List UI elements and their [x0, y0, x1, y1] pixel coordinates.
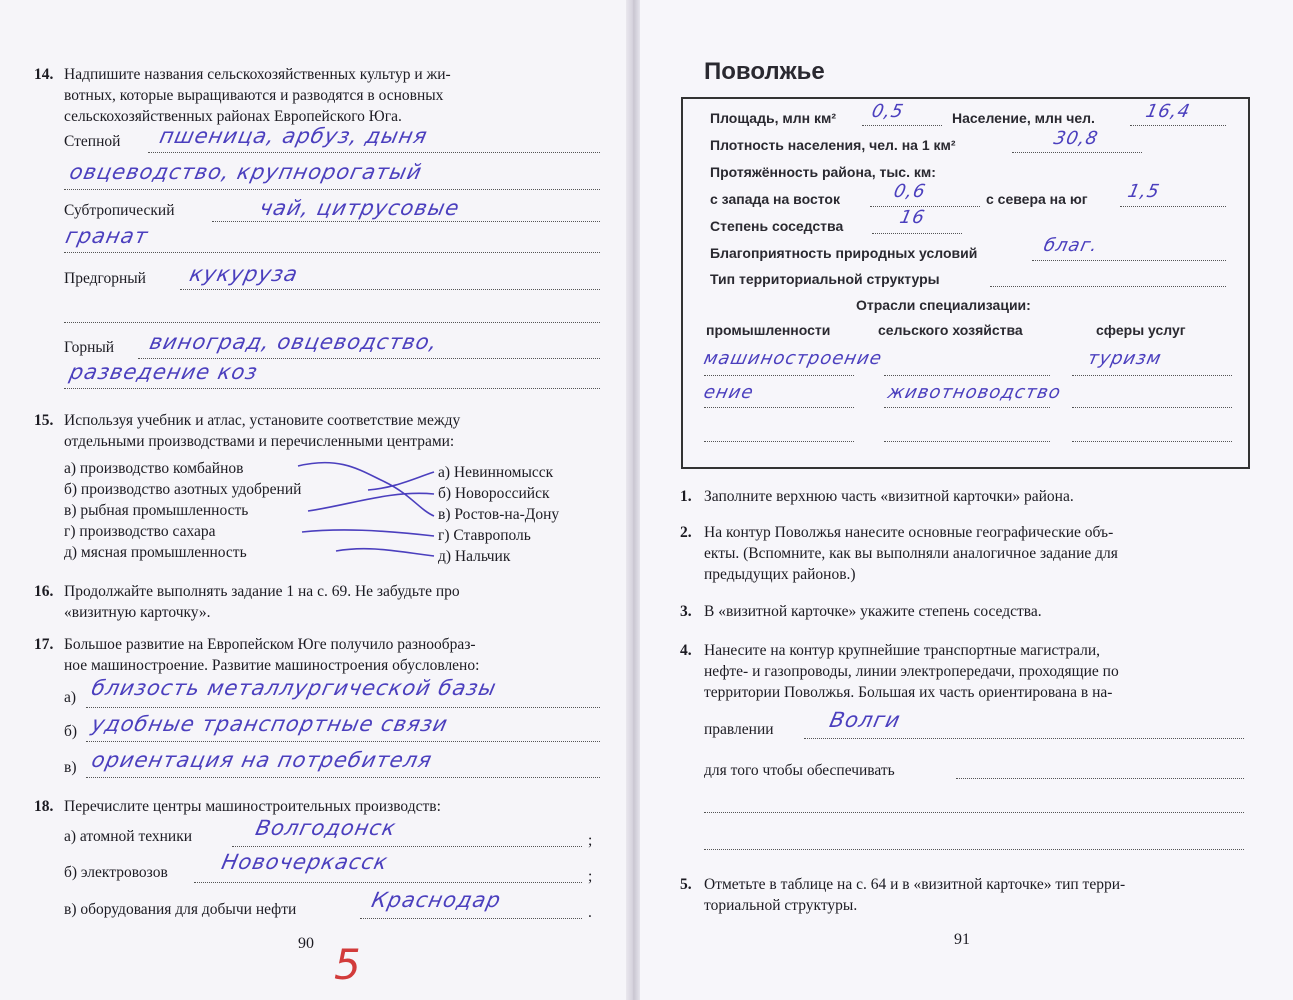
q18-answer: Новочеркасск: [219, 850, 391, 874]
q18-number: 18.: [34, 798, 54, 815]
q16-text-line: Продолжайте выполнять задание 1 на с. 69. Не забудьте про: [64, 583, 460, 600]
q17-answer: близость металлургической базы: [89, 676, 499, 700]
area-value: 0,5: [869, 101, 906, 122]
subtropical-answer-line: чай, цитрусовые: [257, 196, 463, 220]
foothill-label: Предгорный: [64, 270, 146, 287]
industry-answer: машиностроение: [701, 348, 885, 369]
mountain-label: Горный: [64, 339, 115, 356]
q15-text-line: Используя учебник и атлас, установите соответствие между: [64, 412, 461, 429]
q17-number: 17.: [34, 636, 54, 653]
col-industry: промышленности: [706, 322, 831, 338]
production-item: а) производство комбайнов: [64, 460, 244, 477]
neighbour-label: Степень соседства: [710, 218, 844, 234]
q17-text-line: ное машиностроение. Развитие машиностроения обусловлено:: [64, 657, 480, 674]
task-text-line: На контур Поволжья нанесите основные географические объ-: [704, 524, 1114, 541]
population-label: Население, млн чел.: [952, 110, 1095, 126]
task-text-line: предыдущих районов.): [704, 566, 856, 583]
page-number-right: 91: [954, 931, 970, 948]
col-agriculture: сельского хозяйства: [878, 322, 1023, 338]
mountain-answer-line: разведение коз: [67, 360, 261, 384]
nature-label: Благоприятность природных условий: [710, 245, 978, 261]
task-number: 5.: [680, 876, 692, 893]
q17-item-label: в): [64, 759, 77, 776]
services-answer: туризм: [1085, 348, 1164, 369]
west-east-label: с запада на восток: [710, 191, 840, 207]
task-text-line: территории Поволжья. Большая их часть ориентирована в на-: [704, 684, 1113, 701]
population-value: 16,4: [1143, 101, 1193, 122]
q18-item-label: в) оборудования для добычи нефти: [64, 901, 297, 918]
mountain-answer-line: виноград, овцеводство,: [147, 330, 441, 354]
q18-answer: Волгодонск: [253, 816, 399, 840]
q17-answer: удобные транспортные связи: [89, 712, 451, 736]
task-text-line: нефте- и газопроводы, линии электропередачи, проходящие по: [704, 663, 1119, 680]
structure-label: Тип территориальной структуры: [710, 271, 940, 287]
matching-lines: [0, 0, 632, 600]
q18-answer: Краснодар: [369, 888, 504, 912]
q15-number: 15.: [34, 412, 54, 429]
region-title: Поволжье: [704, 58, 825, 85]
q17-item-label: а): [64, 689, 77, 706]
steppe-label: Степной: [64, 133, 121, 150]
production-item: г) производство сахара: [64, 523, 216, 540]
steppe-answer-line: овцеводство, крупнорогатый: [67, 160, 425, 184]
task-text-line: Отметьте в таблице на с. 64 и в «визитной карточке» тип терри-: [704, 876, 1126, 893]
q18-item-end: ;: [588, 868, 593, 885]
west-east-value: 0,6: [891, 181, 928, 202]
subtropical-label: Субтропический: [64, 202, 175, 219]
foothill-answer-line: кукуруза: [187, 262, 301, 286]
subtropical-answer-line: гранат: [63, 224, 151, 248]
task-text-line: Нанесите на контур крупнейшие транспортные магистрали,: [704, 642, 1101, 659]
center-item: а) Невинномысск: [438, 464, 554, 481]
q14-text-line: сельскохозяйственных районах Европейского Юга.: [64, 108, 402, 125]
center-item: г) Ставрополь: [438, 527, 531, 544]
center-item: д) Нальчик: [438, 548, 511, 565]
area-label: Площадь, млн км²: [710, 110, 836, 126]
nature-value: благ.: [1041, 235, 1101, 256]
task-text-line: екты. (Вспомните, как вы выполняли аналогичное задание для: [704, 545, 1118, 562]
q16-number: 16.: [34, 583, 54, 600]
industry-answer: ение: [701, 382, 756, 403]
purpose-label: для того чтобы обеспечивать: [704, 762, 895, 779]
q16-text-line: «визитную карточку».: [64, 604, 211, 621]
col-services: сферы услуг: [1096, 322, 1186, 338]
q15-text-line: отдельными производствами и перечисленными центрами:: [64, 433, 455, 450]
q18-item-end: .: [588, 904, 592, 921]
branches-title: Отрасли специализации:: [856, 297, 1031, 313]
task-text-line: ториальной структуры.: [704, 897, 858, 914]
page-number-left: 90: [298, 935, 314, 952]
q18-item-label: б) электровозов: [64, 864, 168, 881]
q18-text: Перечислите центры машиностроительных производств:: [64, 798, 441, 815]
q18-item-end: ;: [588, 832, 593, 849]
agriculture-answer: животноводство: [885, 382, 1064, 403]
q17-answer: ориентация на потребителя: [89, 748, 435, 772]
task-number: 3.: [680, 603, 692, 620]
north-south-value: 1,5: [1125, 181, 1162, 202]
neighbour-value: 16: [897, 207, 928, 228]
q17-item-label: б): [64, 723, 78, 740]
q14-text-line: Надпишите названия сельскохозяйственных культур и жи-: [64, 66, 451, 83]
q14-text-line: вотных, которые выращиваются и разводятся в основных: [64, 87, 444, 104]
grade-mark: 5: [334, 940, 361, 989]
q14-number: 14.: [34, 66, 54, 83]
q17-text-line: Большое развитие на Европейском Юге получило разнообраз-: [64, 636, 476, 653]
task-text-line: Заполните верхнюю часть «визитной карточки» района.: [704, 488, 1074, 505]
direction-answer: Волги: [827, 708, 903, 732]
extent-label: Протяжённость района, тыс. км:: [710, 164, 936, 180]
q18-item-label: а) атомной техники: [64, 828, 193, 845]
center-item: б) Новороссийск: [438, 485, 550, 502]
task-number: 4.: [680, 642, 692, 659]
steppe-answer-line: пшеница, арбуз, дыня: [157, 124, 430, 148]
center-item: в) Ростов-на-Дону: [438, 506, 560, 523]
production-item: в) рыбная промышленность: [64, 502, 249, 519]
production-item: д) мясная промышленность: [64, 544, 247, 561]
direction-label: правлении: [704, 721, 774, 738]
density-label: Плотность населения, чел. на 1 км²: [710, 137, 956, 153]
task-text-line: В «визитной карточке» укажите степень соседства.: [704, 603, 1042, 620]
production-item: б) производство азотных удобрений: [64, 481, 302, 498]
north-south-label: с севера на юг: [986, 191, 1088, 207]
density-value: 30,8: [1051, 128, 1101, 149]
task-number: 1.: [680, 488, 692, 505]
task-number: 2.: [680, 524, 692, 541]
